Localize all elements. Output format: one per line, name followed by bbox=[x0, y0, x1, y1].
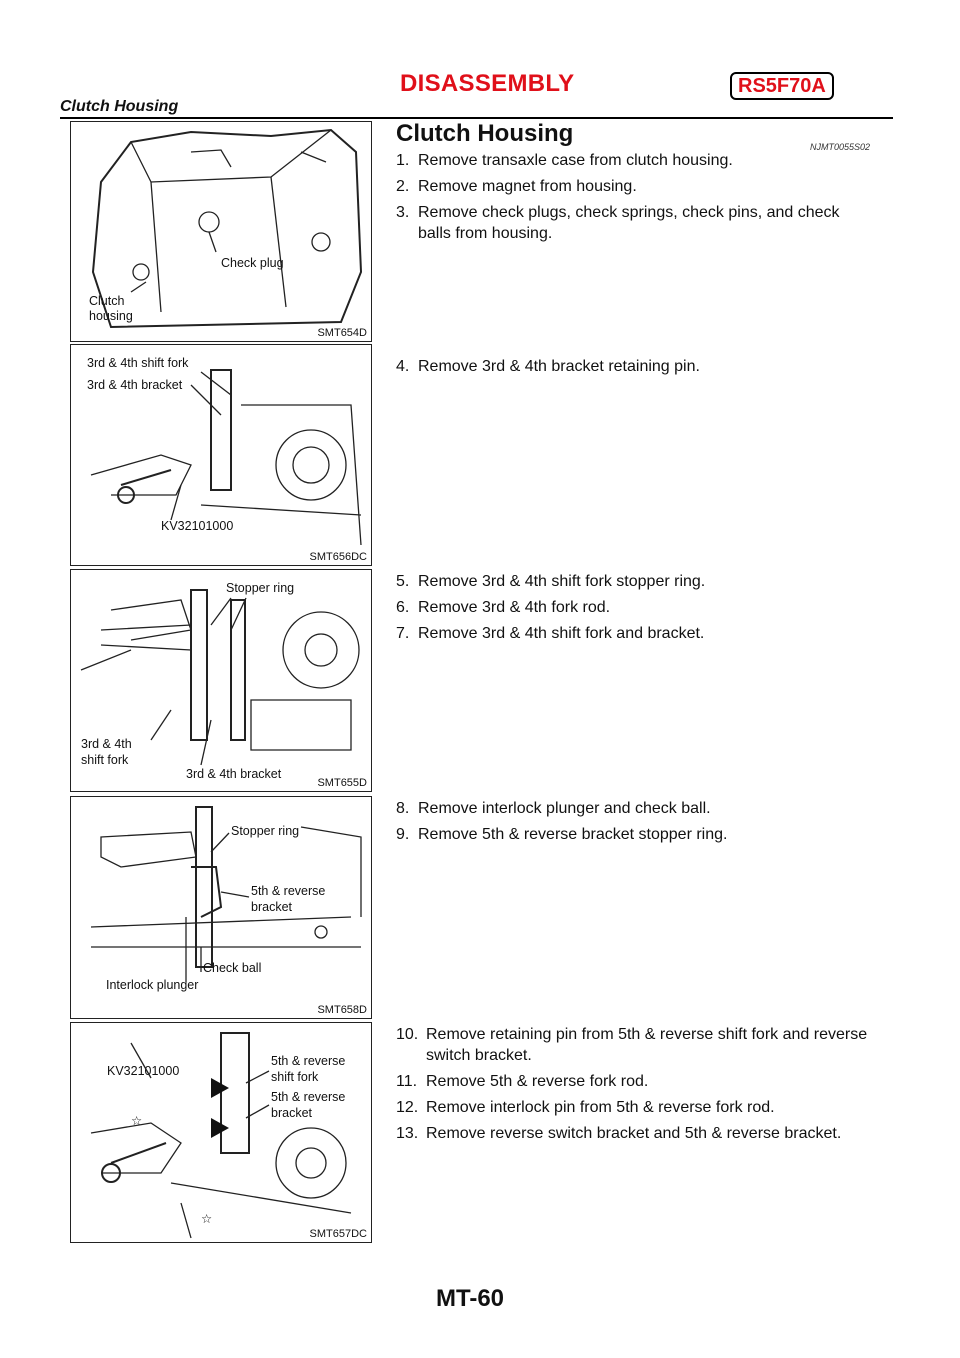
figure-label: 3rd & 4th bracket bbox=[186, 767, 282, 781]
step-list bbox=[396, 356, 896, 382]
figure-label: shift fork bbox=[81, 753, 129, 767]
figure-id: SMT658D bbox=[317, 1004, 367, 1016]
step-item: 10. Remove retaining pin from 5th & reverse shift fork and reverse switch bracket. bbox=[396, 1026, 868, 1064]
header-title: DISASSEMBLY bbox=[400, 70, 575, 97]
figure-label: 5th & reverse bbox=[271, 1054, 346, 1068]
figure-label: ☆ bbox=[131, 1114, 143, 1128]
header-subtitle: Clutch Housing bbox=[60, 98, 179, 115]
figure-id: SMT654D bbox=[317, 327, 367, 339]
figure-label: 5th & reverse bbox=[271, 1090, 346, 1104]
step-item: 4. Remove 3rd & 4th bracket retaining pin. bbox=[396, 358, 700, 375]
figure-label: 3rd & 4th bracket bbox=[87, 378, 183, 392]
figure-id: SMT657DC bbox=[309, 1228, 367, 1240]
step-list bbox=[396, 1024, 896, 1149]
step-item: 8. Remove interlock plunger and check ball. bbox=[396, 800, 711, 817]
model-code-badge: RS5F70A bbox=[730, 72, 834, 100]
figure-label: Stopper ring bbox=[231, 824, 300, 838]
page-number: MT-60 bbox=[436, 1285, 505, 1312]
section-title: Clutch Housing bbox=[396, 120, 574, 147]
step-item: 13. Remove reverse switch bracket and 5th & reverse bracket. bbox=[396, 1125, 842, 1142]
figure-id: SMT655D bbox=[317, 777, 367, 789]
figure-label: 5th & reverse bbox=[251, 884, 326, 898]
figure-label: Stopper ring bbox=[226, 581, 295, 595]
figure-label: housing bbox=[89, 309, 133, 323]
header-divider bbox=[60, 117, 893, 119]
figure-label: Clutch bbox=[89, 294, 125, 308]
step-item: 12. Remove interlock pin from 5th & reverse fork rod. bbox=[396, 1099, 775, 1116]
reference-id: NJMT0055S02 bbox=[810, 142, 871, 152]
figure-label: Check plug bbox=[221, 256, 284, 270]
figure-bracket-pin-illustration bbox=[71, 345, 371, 565]
figure-label: shift fork bbox=[271, 1070, 319, 1084]
figure-label: 3rd & 4th shift fork bbox=[87, 356, 189, 370]
step-item: 2. Remove magnet from housing. bbox=[396, 178, 637, 195]
step-list bbox=[396, 150, 896, 249]
step-list bbox=[396, 571, 896, 649]
step-item: 7. Remove 3rd & 4th shift fork and bracket. bbox=[396, 625, 705, 642]
step-item: 1. Remove transaxle case from clutch housing. bbox=[396, 152, 733, 169]
figure-stopper-ring bbox=[70, 569, 372, 792]
figure-reverse-fork bbox=[70, 1022, 372, 1243]
figure-bracket-pin bbox=[70, 344, 372, 566]
figure-label: KV32101000 bbox=[107, 1064, 180, 1078]
step-item: 5. Remove 3rd & 4th shift fork stopper ring. bbox=[396, 573, 706, 590]
step-item: 9. Remove 5th & reverse bracket stopper ring. bbox=[396, 826, 728, 843]
figure-id: SMT656DC bbox=[309, 551, 367, 563]
figure-label: 3rd & 4th bbox=[81, 737, 132, 751]
figure-label: bracket bbox=[271, 1106, 312, 1120]
step-item: 6. Remove 3rd & 4th fork rod. bbox=[396, 599, 611, 616]
figure-clutch-housing bbox=[70, 121, 372, 342]
figure-label: Interlock plunger bbox=[106, 978, 199, 992]
figure-interlock-illustration bbox=[71, 797, 371, 1018]
figure-label: Check ball bbox=[203, 961, 262, 975]
figure-interlock bbox=[70, 796, 372, 1019]
step-item: 3. Remove check plugs, check springs, check pins, and check balls from housing. bbox=[396, 204, 840, 242]
figure-reverse-fork-illustration bbox=[71, 1023, 371, 1242]
figure-label: ☆ bbox=[201, 1212, 213, 1226]
step-item: 11. Remove 5th & reverse fork rod. bbox=[396, 1073, 649, 1090]
figure-clutch-housing-illustration bbox=[71, 122, 371, 341]
figure-label: KV32101000 bbox=[161, 519, 234, 533]
figure-stopper-ring-illustration bbox=[71, 570, 371, 791]
figure-label: bracket bbox=[251, 900, 292, 914]
step-list bbox=[396, 798, 896, 850]
